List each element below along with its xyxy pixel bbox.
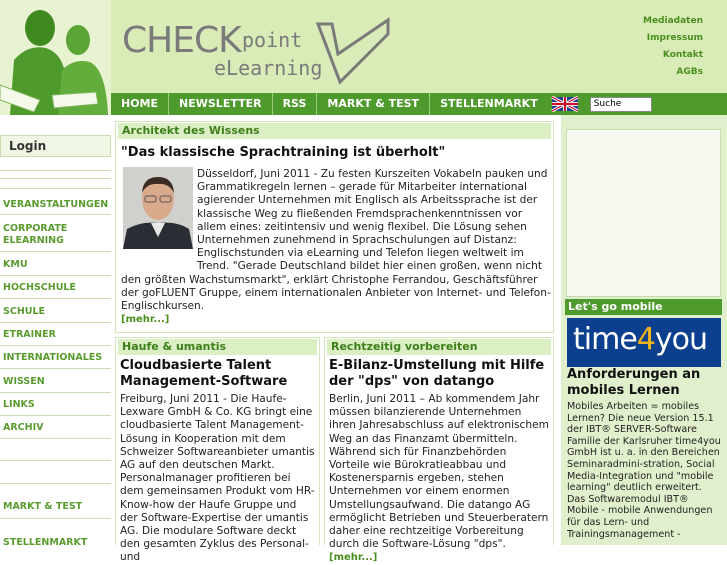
sidebar-divider bbox=[0, 368, 111, 369]
sidebar-divider bbox=[0, 275, 111, 276]
sidebar-item-kmu[interactable]: KMU bbox=[3, 259, 28, 270]
mobile-article-text: Mobiles Arbeiten = mobiles Lernen? Die neue Version 15.1 der IBT® SERVER-Software Familie der Karlsruher time4you GmbH ist u. a. in den Bereichen Seminaradmini-stration, Social Media-Integration und "mobile learning" deutlich erweitert. Das Softwaremodul IBT® Mobile - mobile Anwendungen für das Lern- und Trainingsmanagement - bbox=[567, 401, 721, 540]
meta-links bbox=[643, 13, 703, 81]
sidebar-item-etrainer[interactable]: ETRAINER bbox=[3, 329, 56, 340]
sidebar-divider bbox=[0, 251, 111, 252]
meta-link-agbs[interactable]: AGBs bbox=[676, 67, 703, 77]
nav-markt-test[interactable]: MARKT & TEST bbox=[317, 93, 430, 115]
top-navigation bbox=[111, 93, 727, 115]
sidebar-divider bbox=[0, 483, 111, 484]
site-header bbox=[0, 0, 727, 93]
logo-check: CHECK bbox=[122, 20, 241, 61]
article-datango bbox=[324, 337, 554, 564]
ad-box bbox=[566, 129, 721, 297]
read-more-link[interactable]: [mehr...] bbox=[329, 552, 378, 564]
sidebar-item-stellenmarkt[interactable]: STELLENMARKT bbox=[3, 537, 88, 548]
meta-link-impressum[interactable]: Impressum bbox=[646, 33, 703, 43]
sidebar-divider bbox=[0, 415, 111, 416]
search-input[interactable] bbox=[590, 97, 652, 112]
read-more-link[interactable]: [mehr...] bbox=[121, 314, 170, 326]
banner-four: 4 bbox=[636, 322, 655, 357]
sidebar-item-corporate-elearning[interactable]: CORPORATE ELEARNING bbox=[3, 223, 68, 246]
nav-newsletter[interactable]: NEWSLETTER bbox=[169, 93, 273, 115]
sidebar-divider bbox=[0, 438, 111, 439]
sidebar-item-internationales[interactable]: INTERNATIONALES bbox=[3, 352, 103, 363]
sidebar-divider bbox=[0, 345, 111, 346]
sidebar-item-veranstaltungen[interactable]: VERANSTALTUNGEN bbox=[3, 199, 109, 210]
mobile-section-label: Let's go mobile bbox=[565, 299, 722, 315]
sidebar-item-links[interactable]: LINKS bbox=[3, 399, 35, 410]
logo-elearning: eLearning bbox=[214, 56, 323, 80]
article-text: Freiburg, Juni 2011 - Die Haufe-Lexware GmbH & Co. KG bringt eine cloudbasierte Talent Management-Lösung in Kooperation mit dem Schweizer Softwareanbieter umantis AG auf den deutschen Markt. Personalmanager profitieren bei dem gemeinsamen Produkt vom HR-Know-how der Haufe Gruppe und der Software-Expertise der umantis AG. Die modulare Software deckt den gesamten Zyklus des Personal- und bbox=[120, 393, 315, 564]
login-button[interactable]: Login bbox=[0, 135, 111, 157]
banner-you: you bbox=[654, 322, 707, 357]
sidebar-divider bbox=[0, 392, 111, 393]
logo-point: point bbox=[242, 28, 303, 52]
site-logo[interactable] bbox=[118, 4, 408, 90]
article-title[interactable]: Cloudbasierte Talent Management-Software bbox=[120, 358, 288, 389]
nav-stellenmarkt[interactable]: STELLENMARKT bbox=[440, 97, 538, 110]
featured-article bbox=[115, 121, 554, 333]
article-title[interactable]: E-Bilanz-Umstellung mit Hilfe der "dps" von datango bbox=[329, 358, 545, 389]
sidebar-divider bbox=[0, 178, 111, 179]
checkmark-icon bbox=[308, 4, 408, 90]
article-text: Berlin, Juni 2011 – Ab kommendem Jahr müssen bilanzierende Unternehmen ihren Jahresabschluss auf elektronischem Weg an das Finanzamt übermitteln. Während sich für Finanzbehörden Vorteile wie Bürokratieabbau und Kostenersparnis ergeben, stehen Unternehmen vor einem enormen Umstellungsaufwand. Die datango AG ermöglicht Betrieben und Steuerberatern daher eine rechtzeitige Vorbereitung durch die Software-Lösung "dps". bbox=[329, 393, 549, 551]
sidebar-divider bbox=[0, 170, 111, 171]
article-text: Düsseldorf, Juni 2011 - Zu festen Kurszeiten Vokabeln pauken und Grammatikregeln lernen – gerade für Mitarbeiter international agierender Unternehmen mit Englisch als Arbeitssprache ist der klassische Weg zu fließenden Fremdsprachenkenntnissen vor allem eines: zeitintensiv und wenig flexibel. Die Lösung sehen Unternehmen zunehmend in Sprachschulungen auf Distanz: Englischstunden via eLearning und Telefon liegen weltweit im Trend. "Gerade Deutschland bildet hier einen großen, wenn nicht den größten Wachstumsmarkt", erklärt Christophe Ferrandou, Geschäftsführer der goFLUENT Gruppe, einem internationalen Anbieter von Internet- und Telefon-Englischkursen. bbox=[121, 168, 551, 313]
sidebar-divider bbox=[0, 518, 111, 519]
meta-link-mediadaten[interactable]: Mediadaten bbox=[643, 16, 703, 26]
right-column bbox=[561, 115, 727, 545]
nav-rss[interactable]: RSS bbox=[273, 93, 318, 115]
sidebar-divider bbox=[0, 322, 111, 323]
sidebar-divider bbox=[0, 460, 111, 461]
sidebar-item-archiv[interactable]: ARCHIV bbox=[3, 422, 44, 433]
sidebar-divider bbox=[0, 188, 111, 189]
mobile-article-title[interactable]: Anforderungen an mobiles Lernen bbox=[567, 367, 701, 398]
left-sidebar bbox=[0, 115, 111, 548]
meta-link-kontakt[interactable]: Kontakt bbox=[662, 50, 703, 60]
article-title[interactable]: "Das klassische Sprachtraining ist überholt" bbox=[121, 145, 446, 160]
article-section-label: Architekt des Wissens bbox=[118, 123, 551, 139]
sidebar-item-schule[interactable]: SCHULE bbox=[3, 306, 46, 317]
banner-time: time bbox=[573, 322, 637, 357]
sidebar-item-markt-test[interactable]: MARKT & TEST bbox=[3, 501, 83, 512]
sidebar-item-hochschule[interactable]: HOCHSCHULE bbox=[3, 282, 76, 293]
sidebar-divider bbox=[0, 298, 111, 299]
uk-flag-icon[interactable] bbox=[552, 97, 578, 111]
nav-home[interactable]: HOME bbox=[111, 93, 169, 115]
article-haufe bbox=[115, 337, 320, 564]
article-section-label: Haufe & umantis bbox=[118, 339, 317, 355]
sidebar-item-wissen[interactable]: WISSEN bbox=[3, 376, 45, 387]
time4you-banner[interactable] bbox=[567, 318, 721, 367]
sidebar-divider bbox=[0, 214, 111, 215]
header-photo bbox=[0, 0, 111, 115]
article-section-label: Rechtzeitig vorbereiten bbox=[327, 339, 551, 355]
